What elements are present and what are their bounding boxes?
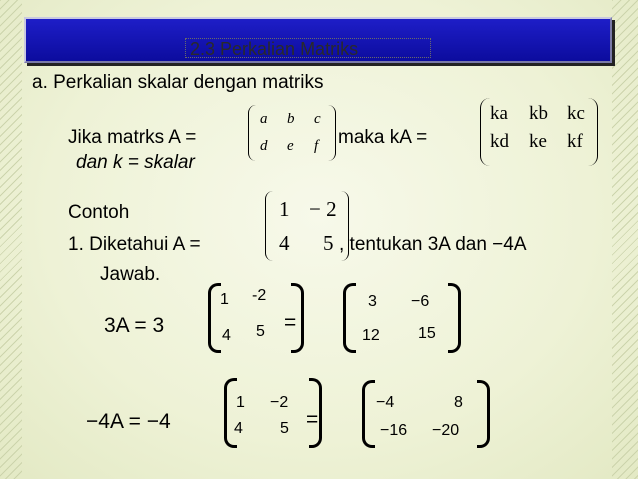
definition-lead: Jika matrks A = <box>68 127 197 148</box>
matrix-cell: 1 <box>236 394 245 411</box>
matrix-cell: kd <box>490 131 509 152</box>
matrix-cell: 5 <box>323 231 334 255</box>
matrix-cell: e <box>287 138 294 154</box>
eq2-left: −4A = −4 <box>86 410 171 433</box>
matrix-cell: ke <box>529 131 547 152</box>
matrix-cell: 1 <box>279 197 290 221</box>
matrix-cell: 1 <box>220 291 229 308</box>
eq1-left: 3A = 3 <box>104 314 165 337</box>
matrix-cell: 5 <box>256 323 265 340</box>
matrix-cell: 4 <box>279 231 290 255</box>
definition-note: dan k = skalar <box>76 152 195 173</box>
matrix-cell: 8 <box>454 394 463 411</box>
example-item1-lead: 1. Diketahui A = <box>68 234 201 255</box>
matrix-cell: c <box>314 111 321 127</box>
example-matrix-a <box>265 191 349 261</box>
bracket-right <box>327 105 336 161</box>
matrix-cell: −16 <box>380 422 408 439</box>
bracket-left <box>362 380 375 448</box>
eq1-equals: = <box>284 311 297 334</box>
matrix-cell: a <box>260 111 268 127</box>
eq1-matrix2 <box>343 283 461 353</box>
answer-label: Jawab. <box>100 264 161 285</box>
example-label: Contoh <box>68 202 130 223</box>
matrix-cell: 15 <box>418 325 436 342</box>
definition-mid: maka kA = <box>338 127 428 148</box>
matrix-cell: kc <box>567 103 585 124</box>
matrix-cell: 3 <box>368 293 377 310</box>
matrix-cell: 4 <box>222 327 231 344</box>
bracket-right <box>477 380 490 448</box>
matrix-cell: b <box>287 111 295 127</box>
matrix-cell: f <box>314 138 319 154</box>
matrix-cell: 12 <box>362 327 380 344</box>
bracket-right <box>587 98 598 166</box>
matrix-a-generic <box>248 105 336 161</box>
matrix-cell: −4 <box>376 394 395 411</box>
example-item1-tail: , tentukan 3A dan −4A <box>339 234 527 255</box>
matrix-cell: -2 <box>252 287 267 304</box>
right-decoration <box>612 0 638 479</box>
matrix-cell: 5 <box>280 420 289 437</box>
matrix-cell: − 2 <box>309 197 337 221</box>
matrix-cell: 4 <box>234 420 243 437</box>
slide-title: 2.3 Perkalian Matriks <box>190 39 359 59</box>
bracket-right <box>448 283 461 353</box>
matrix-ka <box>480 98 598 166</box>
matrix-cell: kb <box>529 103 548 124</box>
matrix-cell: −20 <box>432 422 460 439</box>
matrix-cell: −6 <box>411 293 430 310</box>
section-heading: a. Perkalian skalar dengan matriks <box>32 72 324 93</box>
matrix-cell: ka <box>490 103 508 124</box>
bracket-left <box>343 283 356 353</box>
eq2-matrix2 <box>362 380 490 448</box>
eq2-equals: = <box>306 408 319 431</box>
bracket-left <box>248 105 257 161</box>
bracket-left <box>265 191 275 261</box>
matrix-cell: kf <box>567 131 583 152</box>
left-decoration <box>0 0 22 479</box>
matrix-cell: d <box>260 138 268 154</box>
title-banner <box>24 17 612 63</box>
matrix-cell: −2 <box>270 394 289 411</box>
